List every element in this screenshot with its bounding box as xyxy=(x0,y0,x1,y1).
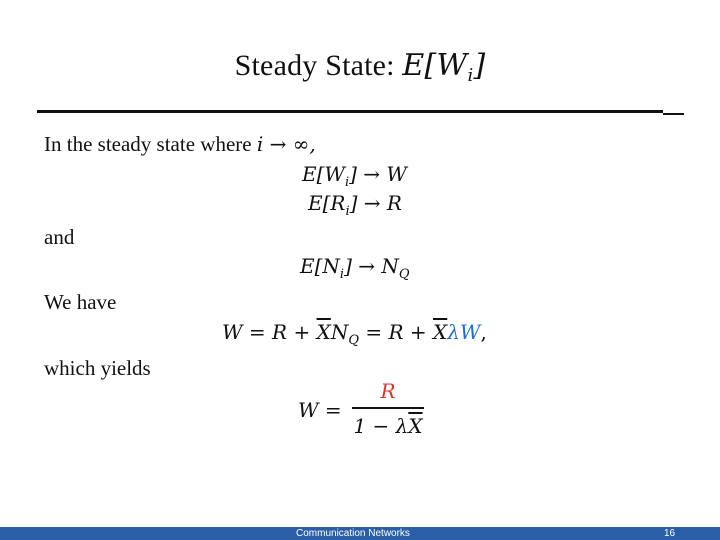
page-number: 16 xyxy=(664,528,676,539)
intro-math: i → ∞, xyxy=(256,132,316,156)
equation-n-limit: $E[N_i] \to N_Q$ xyxy=(300,254,410,282)
equation-w-limit: $E[W_i] \to W$ xyxy=(302,162,407,190)
fraction-denominator: $1 - \lambda\overline{X}$ xyxy=(353,414,423,438)
fraction-bar xyxy=(352,407,424,409)
equation-w-relation: $W = R + \overline{X}N_Q = R + \overline{X}\lambda W$, xyxy=(222,320,487,348)
title-divider-tail xyxy=(663,113,684,115)
and-text: and xyxy=(44,225,75,249)
equation-w-result-lhs: W = xyxy=(298,398,342,422)
we-have-text: We have xyxy=(44,290,117,314)
equation-r-limit: $E[R_i] \to R$ xyxy=(308,191,402,219)
slide-title xyxy=(0,48,720,86)
lambda-w-term: λW xyxy=(447,320,481,344)
footer-title: Communication Networks xyxy=(296,528,410,539)
intro-line xyxy=(44,132,316,157)
title-text: Steady State: xyxy=(234,49,403,82)
equation-w-result-fraction xyxy=(352,378,424,439)
title-math: $E[W_i]$ xyxy=(402,48,486,86)
intro-text: In the steady state where xyxy=(44,132,257,156)
which-yields-text: which yields xyxy=(44,356,151,380)
title-divider xyxy=(37,110,663,113)
fraction-numerator: R xyxy=(380,379,396,403)
